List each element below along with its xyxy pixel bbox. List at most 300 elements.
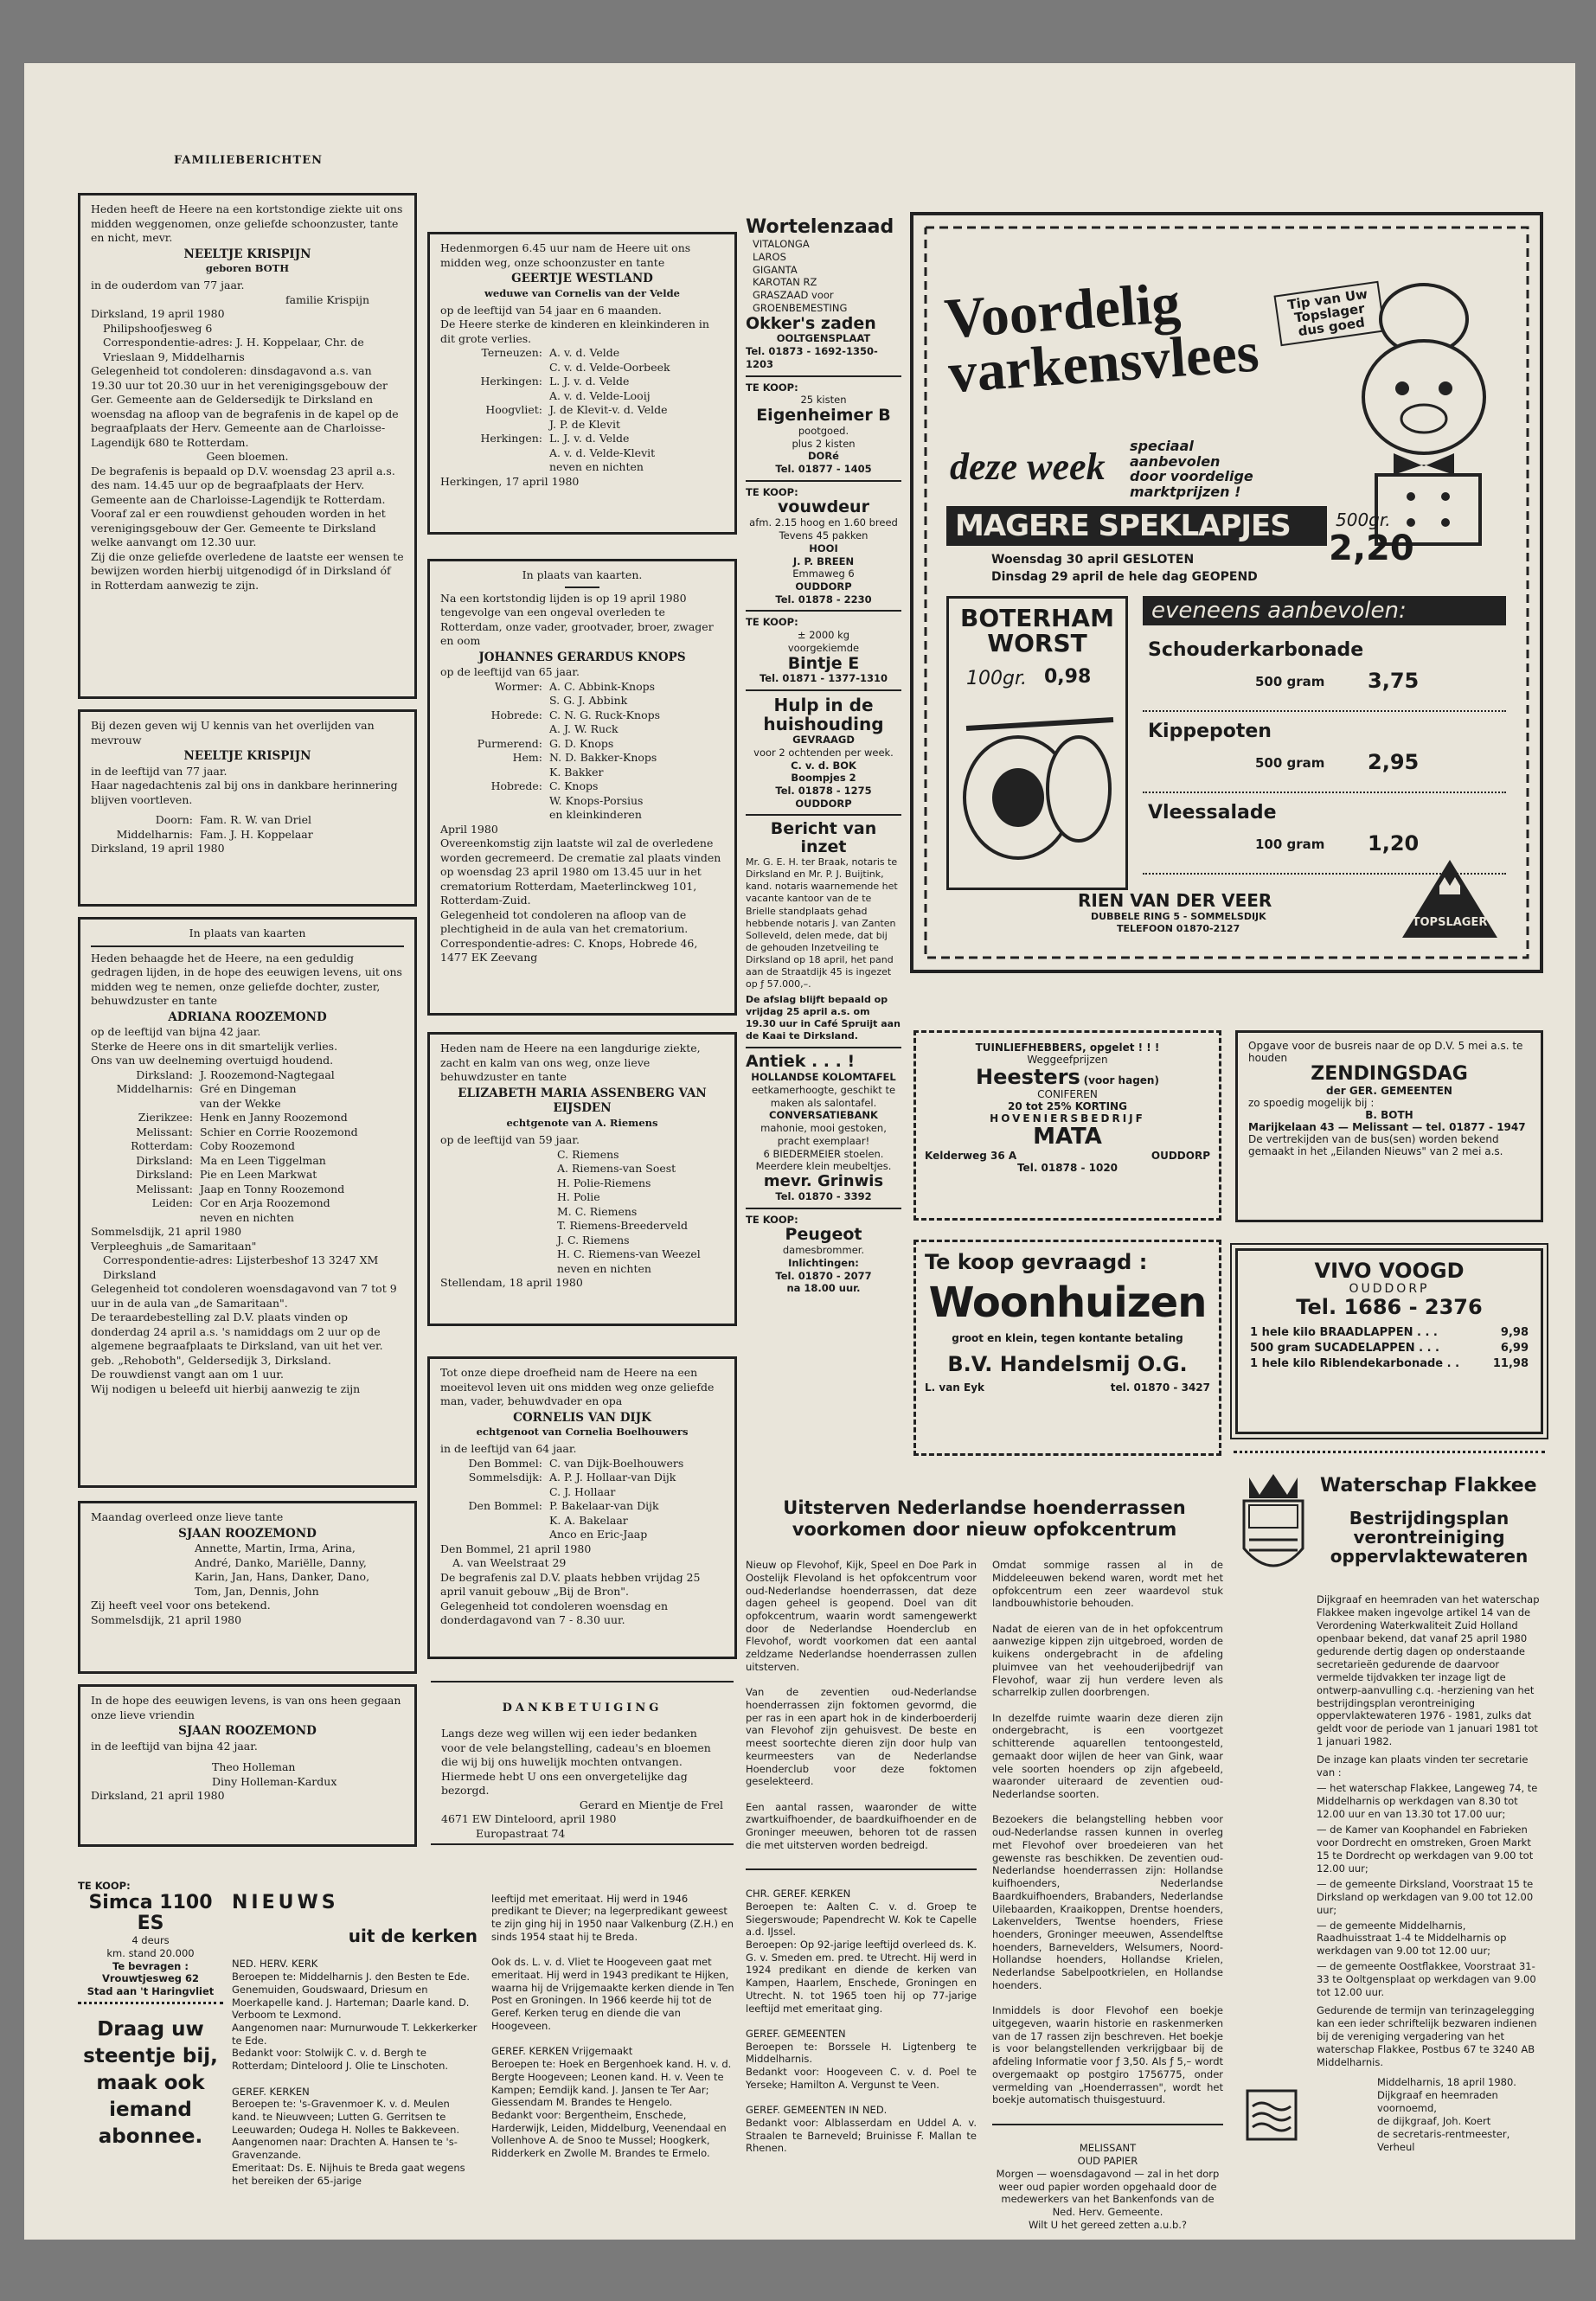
relative-row: Purmerend: G. D. Knops [477,736,614,750]
notice-text: De teraardebestelling zal D.V. plaats vinden op donderdag 24 april a.s. 's namiddags om 2 uur op de algemene begraafplaats te Dirksland, van uit het ver. geb. „Rehoboth", Geldersedijk 3, Dirksland. [91,1311,383,1367]
offer-name: Kippepoten [1148,721,1272,742]
ad-varkensvlees [910,212,1543,973]
notice-text: Maandag overleed onze lieve tante [91,1510,284,1523]
notice-text: Zij die onze geliefde overledene de laatste eer wensen te bewijzen worden hierbij uitgenodigd óf in Dirksland óf in Rotterdam aanwezig te zijn. [91,549,404,592]
deceased-age: in de ouderdom van 77 jaar. [91,279,245,292]
ad-line: HOLLANDSE KOLOMTAFEL [751,1071,896,1084]
ad-tel: Tel. 01871 - 1377-1310 [759,672,888,685]
relatives-list [440,1457,724,1542]
inspection-item: — de Kamer van Koophandel en Fabrieken voor Dordrecht en omstreken, Groen Markt 15 te Dordrecht op werkdagen van 9.00 tot 12.00 uur; [1317,1823,1534,1875]
ad-title: Wortelenzaad [746,216,894,238]
ad-line: HOVENIERSBEDRIJF [990,1112,1145,1125]
butcher-tel: TELEFOON 01870-2127 [1117,923,1240,934]
dankbetuiging-title: DANKBETUIGING [502,1702,663,1715]
correspondence-address: Correspondentie-adres: J. H. Koppelaar, Chr. de Vrieslaan 9, Middelharnis [103,336,364,363]
deceased-name: ELIZABETH MARIA ASSENBERG VAN EIJSDEN [458,1086,707,1116]
notice-month: April 1980 [440,822,498,836]
notice-place: Dirksland, 19 april 1980 [91,842,225,856]
article-column-2: Omdat sommige rassen al in de Middeleeuwen bekend waren, wordt met het opfokcentrum een zeer waardevol stuk landbouwhistorie behouden. Nadat de eieren van de in het opfokcentrum aanwezige kippen zijn uitgebroed, worden de kuikens ondergebracht in de afdeling pluimvee van het veehouderijbedrijf van Flevohof, waar zij hun verdere leven als scharrelkip zullen doorbrengen. In dezelfde ruimte waarin deze dieren zijn ondergebracht, is een voortgezet schitterende aquarellen tentoongesteld, gemaakt door wijlen de heer van Gink, waar vele soorten hoenders op zijn afgebeeld, waaronder uiteraard de zeventien oud-Nederlandse soorten. Bezoekers die belangstelling hebben voor oud-Nederlandse rassen kunnen in overleg met Flevohof over broedeieren van het gewenste ras beschikken. De zeventien oud-Nederlandse hoenderrassen zijn: Hollandse kuifhoenders, Nederlandse Baardkuifhoenders, Brabanders, Nederlandse Uilebaarden, Kraaikoppen, Drentse hoenders, Lakenvelders, Twentse hoenders, Friese hoenders, Groninger meeuwen, Assendelftse hoenders, Barnevelders, Welsumers, Noord-Hollandse hoenders, Hollandse Krielen, Nederlandse Sabelpootkrielen, en Hollandse hoenders. Inmiddels is door Flevohof een boekje uitgegeven, waarin historie en raskenmerken van de 17 rassen zijn beschreven. Het boekje is voor belangstellenden verkrijgbaar bij de afdeling Informatie voor ƒ 3,50. Als ƒ 5,– wordt overgemaakt op postgiro 1756775, onder vermelding van „Hoenderrassen", wordt het boekje automatisch thuisgestuurd. MELISSANT OUD PAPIER Morgen — woensdagavond — zal in het dorp weer oud papier worden opgehaald door de medewerkers van het Bankenfonds van de Ned. Herv. Gemeente. Wilt U het gereed zetten a.u.b.? [992,1559,1223,2231]
notice-text: Langs deze weg willen wij een ieder bedanken voor de vele belangstelling, cadeau's en bloemen die wij bij ons huwelijk mochten ontvangen. [441,1727,711,1769]
ad-woonhuizen [913,1240,1221,1456]
ad-tuinliefhebbers [913,1030,1221,1221]
relative-name: M. C. Riemens [557,1204,638,1218]
ad-name: MATA [1033,1124,1102,1150]
sausage-icon [958,711,1117,875]
notice-subtitle: Bestrijdingsplan verontreiniging oppervlaktewateren [1330,1508,1529,1567]
ad-line: ± 2000 kg [797,629,850,642]
offer-item: 500 gram SUCADELAPPEN . . . 6,99 [1250,1341,1529,1355]
inspection-item: — de gemeente Middelharnis, Raadhuisstraat 1-4 te Middelharnis op werkdagen van 9.00 tot 12.00 uur; [1317,1919,1507,1958]
offer-item [1143,631,1506,712]
church-news-column-2: leeftijd met emeritaat. Hij werd in 1946 predikant te Diever; na legerpredikant geweest te zijn ging hij in 1950 naar Valkenburg (Z.H.) en sinds 1954 staat hij te Breda. Ook ds. L. v. d. Vliet te Hoogeveen gaat met emeritaat. Hij werd in 1943 predikant te Hijken, waarna hij de Vrijgemaakte kerken diende in Ten Post en Groningen. In 1966 keerde hij tot de Geref. Kerken terug en diende die van Hoogeveen. GEREF. KERKEN Vrijgemaakt Beroepen te: Hoek en Bergenhoek kand. H. v. d. Bergte Hoogeveen; Leonen kand. H. v. Veen te Kampen; Eemdijk kand. J. Jansen te Ter Aar; Giessendam M. Brandes te Hengelo. Bedankt voor: Bergentheim, Enschede, Harderwijk, Leiden, Middelburg, Veenendaal en Vollenhove A. de Snoo te Mussel; Hoogkerk, Ridderkerk en Zwolle M. Brandes te Ermelo. [491,1892,734,2160]
notice-text: Bij dezen geven wij U kennis van het overlijden van mevrouw [91,719,375,747]
ad-line: pootgoed. [798,424,849,437]
ad-line: CONVERSATIEBANK [769,1109,878,1122]
ad-line: C. v. d. BOK [791,759,856,772]
church-news-subtitle: uit de kerken [348,1925,478,1946]
ad-address-row: Kelderweg 36 A OUDDORP [925,1149,1210,1162]
ad-line: TUINLIEFHEBBERS, opgelet ! ! ! [975,1042,1160,1054]
inspection-item: — de gemeente Oostflakkee, Voorstraat 31-33 te Ooltgensplaat op werkdagen van 9.00 tot 12.00 uur. [1317,1960,1536,1999]
relative-row: Melissant: Jaap en Tonny Roozemond [136,1182,345,1195]
ad-line: 25 kisten [800,394,847,407]
ad-line: eetkamerhoogte, geschikt te maken als salontafel. [751,1084,896,1109]
relative-name: J. C. Riemens [557,1233,630,1247]
relative-row: Dirksland: Ma en Leen Tiggelman [136,1153,326,1167]
relative-row: Den Bommel: C. van Dijk-Boelhouwers [468,1456,684,1470]
subscription-slogan: Draag uw steentje bij, maak ook iemand abonnee. [83,2017,218,2148]
offer-list [1250,1326,1529,1370]
relative-row: Dirksland: J. Roozemond-Nagtegaal [136,1067,335,1081]
product-name: WORST [987,629,1087,658]
seed-item: GIGANTA [753,263,798,276]
deceased-name: GEERTJE WESTLAND [511,272,653,285]
boterham-worst-box [946,596,1128,890]
ad-simca [78,1880,223,2174]
eveneens-banner: eveneens aanbevolen: [1143,596,1506,625]
relative-row: Den Bommel: P. Bakelaar-van Dijk [468,1499,659,1513]
ad-subheadline: deze week [950,445,1106,488]
relative-name: H. Polie-Riemens [557,1176,651,1189]
ad-line: Inlichtingen: [788,1256,859,1269]
relative-row: Wormer: A. C. Abbink-Knops [495,679,656,693]
article-hoenderrassen [746,1497,1223,2231]
ad-title: vouwdeur [778,497,869,517]
ad-text: De vertrekijden van de bus(sen) worden bekend gemaakt in het „Eilanden Nieuws" van 2 mei a.s. [1248,1133,1503,1158]
relative-row: A. v. d. Velde-Looij [549,388,651,402]
relative-row: Zierikzee: Henk en Janny Roozemond [138,1111,348,1125]
notice-sjaan-roozemond-2 [78,1684,417,1847]
ad-label: TE KOOP: [78,1880,131,1892]
melissant-oud-papier: MELISSANT OUD PAPIER Morgen — woensdagavond — zal in het dorp weer oud papier worden opgehaald door de medewerkers van het Bankenfonds van de Ned. Herv. Gemeente. Wilt U het gereed zetten a.u.b.? [996,2142,1220,2231]
relative-row: A. J. W. Ruck [549,722,619,736]
ad-line: damesbrommer. [782,1244,865,1257]
relative-row: en kleinkinderen [549,808,642,822]
ad-title: Hulp in de huishouding [763,695,884,735]
deceased-sub: weduwe van Cornelis van der Velde [484,286,680,299]
offer-item [1143,712,1506,793]
relative-row: Sommelsdijk: A. P. J. Hollaar-van Dijk [468,1471,676,1484]
ad-line: Stad aan 't Haringvliet [87,1984,215,1997]
product-unit: 100gr. [966,668,1027,689]
ad-line: GEVRAAGD [792,734,855,747]
seed-item: GROENBEMESTING [753,301,848,314]
article-body [746,1546,1223,2244]
relative-row: Dirksland: Pie en Leen Markwat [136,1168,317,1182]
notice-sjaan-roozemond-1 [78,1501,417,1674]
shop-name: Okker's zaden [746,313,876,333]
seed-item: GRASZAAD voor [753,289,834,302]
closing-note: Woensdag 30 april GESLOTEN [991,553,1195,567]
newspaper-page [24,63,1575,2240]
deceased-sub: echtgenote van A. Riemens [506,1117,658,1130]
small-ads-column [746,217,901,1428]
pig-chef-icon [1294,267,1519,544]
speklapjes-price: 2,20 [1329,529,1414,568]
notice-top: In plaats van kaarten [189,926,306,939]
article-title: Uitsterven Nederlandse hoenderrassen voorkomen door nieuw opfokcentrum [783,1497,1186,1541]
ad-line: Boompjes 2 [791,772,856,785]
ad-aanbevolen: speciaal aanbevolen door voordelige marktprijzen ! [1130,438,1253,500]
deceased-name: SJAAN ROOZEMOND [178,1526,317,1541]
section-heading-familieberichten: FAMILIEBERICHTEN [173,154,324,167]
notice-place: 4671 EW Dinteloord, april 1980 [441,1812,617,1826]
relative-row: Hoogvliet: J. de Klevit-v. d. Velde [485,403,668,417]
relative-row: Melissant: Schier en Corrie Roozemond [136,1125,358,1138]
ad-line: DORé [808,450,839,463]
deceased-age: op de leeftijd van 59 jaar. [440,1133,580,1147]
ad-title: VIVO VOOGD [1314,1259,1465,1283]
ad-vouwdeur [746,486,901,606]
notice-title: Waterschap Flakkee [1320,1475,1537,1497]
ad-title: Bericht van inzet [770,819,877,857]
ad-firm: B.V. Handelsmij O.G. [947,1352,1188,1377]
notice-text: Hedenmorgen 6.45 uur nam de Heere uit ons midden weg, onze schoonzuster en tante [440,241,691,269]
notice-place: Herkingen, 17 april 1980 [440,474,580,488]
deceased-age: op de leeftijd van bijna 42 jaar. [91,1025,261,1039]
ad-title: Antiek . . . ! [746,1052,856,1072]
deceased-age: op de leeftijd van 54 jaar en 6 maanden. [440,303,662,317]
offer-item: 1 hele kilo BRAADLAPPEN . . . 9,98 [1250,1325,1529,1339]
ad-line: OUDDORP [795,797,852,810]
relatives-list [440,1148,724,1277]
relative-row: W. Knops-Porsius [549,793,644,807]
ad-line: Tel. 01870 - 2077 [775,1269,872,1282]
coat-of-arms-icon [1237,1471,1310,1583]
ad-line: Tel. 01878 - 1275 [775,785,872,798]
signature: Dijkgraaf en heemraden voornoemd, [1377,2088,1498,2114]
church-news-continued: CHR. GEREF. KERKEN Beroepen te: Aalten C. v. d. Groep te Siegerswoude; Papendrecht W. Kok te Capelle a.d. IJssel. Beroepen: Op 92-jarige leeftijd overleed ds. K. G. v. Smeden em. pred. te Utrecht. Hij werd in 1924 predikant en diende de kerken van Kampen, Haarlem, Enschede, Groningen en Utrecht. N. tot 1965 toen hij op 77-jarige leeftijd met emeritaat ging. GEREF. GEMEENTEN Beroepen te: Borssele H. Ligtenberg te Middelharnis. Bedankt voor: Hoogeveen C. v. d. Poel te Yerseke; Hamilton A. Vergunst te Veen. GEREF. GEMEENTEN IN NED. Bedankt voor: Alblasserdam en Uddel A. v. Straalen te Barneveld; Bruinisse F. Mallan te Rhenen. [746,1888,977,2155]
seed-item: LAROS [753,250,786,263]
ad-title: Heesters [976,1065,1080,1089]
correspondence-address: Correspondentie-adres: C. Knops, Hobrede 46, 1477 EK Zeevang [440,936,698,965]
notice-text: Hiermede hebt U ons een onvergetelijke dag bezorgd. [441,1769,688,1798]
offer-list [1143,631,1506,875]
notice-text: Gelegenheid tot condoleren: dinsdagavond a.s. van 19.30 uur tot 20.30 uur in het verenigingsgebouw der Ger. Gemeente aan de Geldersedijk te Dirksland en woensdag na afloop van de begrafenis in de kapel op de begraafplaats der Herv. Gemeente aan de Charloisse-Lagendijk 680 te Rotterdam. [91,364,399,449]
relatives-list [91,1068,404,1226]
notice-text: Dijkgraaf en heemraden van het waterschap Flakkee maken ingevolge artikel 14 van de Verordening Waterkwaliteit Zuid Holland openbaar bekend, dat vanaf 25 april 1980 gedurende dertig dagen op onderstaande secretarieën gedurende de daarvoor vermelde tijdvakken ter inzage ligt de ontwerp-aanvulling c.q. -herziening van het bestrijdingsplan verontreiniging oppervlaktewateren 1976 - 1981, zulks dat geldt voor de periode van 1 januari 1981 tot 1 januari 1982. [1317,1593,1540,1748]
signature: familie Krispijn [285,292,369,306]
ad-tel: Tel. 01878 - 2230 [775,593,872,606]
tip-sign: Tip van Uw Topslager dus goed [1273,281,1385,347]
relative-name: H. Polie [557,1190,600,1204]
ad-vivo-voogd [1235,1248,1543,1434]
notice-johannes-knops [427,559,737,1016]
notice-place: Dirksland, 21 april 1980 [91,1789,225,1803]
ad-line: zo spoedig mogelijk bij : [1248,1097,1375,1110]
ad-line: Vrouwtjesweg 62 [101,1972,200,1985]
ad-line: OUDDORP [795,580,852,593]
butcher-address: DUBBELE RING 5 - SOMMELSDIJK [1091,911,1266,922]
relative-row: neven en nichten [549,460,644,474]
notice-text: Tot onze diepe droefheid nam de Heere na een moeitevol leven uit ons midden weg onze geliefde man, vader, behuwdvader en opa [440,1366,715,1407]
signature: Diny Holleman-Kardux [212,1774,337,1788]
ad-line: Meerdere klein meubeltjes. [755,1160,892,1173]
relative-row: Middelharnis: Gré en Dingeman [116,1082,297,1096]
relative-row: Middelharnis: Fam. J. H. Koppelaar [116,827,313,841]
ad-line: OUDDORP [1349,1282,1430,1297]
relative-row: C. J. Hollaar [549,1484,616,1498]
relative-row: K. A. Bakelaar [549,1513,628,1527]
notice-geertje-westland [427,232,737,535]
ad-line: 4 deurs [131,1934,170,1947]
offer-price: 2,95 [1368,750,1420,774]
ad-line: na 18.00 uur. [786,1282,861,1295]
notice-place: Den Bommel, 21 april 1980 [440,1541,592,1555]
relative-row: Leiden: Cor en Arja Roozemond [151,1196,330,1210]
deceased-age: in de leeftijd van 64 jaar. [440,1442,577,1456]
ad-line: 6 BIEDERMEIER stoelen. [763,1147,884,1160]
relative-row: Anco en Eric-Jaap [549,1528,648,1541]
correspondence-address: Correspondentie-adres: Lijsterbeshof 13 3247 XM Dirksland [103,1253,379,1281]
ad-headline: Voordelig varkensvlees [942,271,1261,406]
ad-line: plus 2 kisten [792,437,856,450]
signature: de secretaris-rentmeester, Verheul [1377,2127,1510,2153]
ad-line: voor 2 ochtenden per week. [753,746,894,759]
ad-zendingsdag [1235,1030,1543,1222]
shop-place: OOLTGENSPLAAT [776,332,871,345]
offer-item: 1 hele kilo Riblendekarbonade . . 11,98 [1250,1356,1529,1370]
offer-unit: 500 gram [1255,674,1325,689]
deceased-name: NEELTJE KRISPIJN [183,749,311,763]
ad-line: B. BOTH [1365,1109,1413,1122]
relative-row: K. Bakker [549,765,604,779]
ad-text: Opgave voor de busreis naar de op D.V. 5 mei a.s. te houden [1248,1040,1523,1064]
offer-name: Vleessalade [1148,802,1277,824]
ad-title: ZENDINGSDAG [1311,1063,1468,1085]
ad-line: Te bevragen : [112,1959,189,1972]
notice-place: Middelharnis, 18 april 1980. [1377,2075,1516,2088]
ad-text: Mr. G. E. H. ter Braak, notaris te Dirksland en Mr. P. J. Buijtink, kand. notaris waarnemende het vacante kantoor van de te Brielle standplaats gehad hebbende notaris J. van Zanten Solleveld, delen mede, dat bij de gehouden Inzetveiling te Dirksland op 18 april, het pand aan de Straatdijk 45 is ingezet op ƒ 57.000,–. [746,856,898,990]
relative-row: van der Wekke [200,1096,281,1110]
notice-place: Sommelsdijk, 21 april 1980 [91,1612,242,1626]
ad-hulp-huishouding [746,695,901,810]
ad-text: De afslag blijft bepaald op vrijdag 25 april a.s. om 19.30 uur in Café Spruijt aan de Kaai te Dirksland. [746,994,901,1042]
speklapjes-banner: MAGERE SPEKLAPJES [946,506,1327,546]
butcher-name: RIEN VAN DER VEER [1078,890,1272,911]
ad-bintje [746,616,901,685]
waves-icon [1246,2089,1298,2141]
relative-name: H. C. Riemens-van Weezel [557,1247,701,1261]
ad-label: TE KOOP: [746,381,798,394]
ad-line: groot en klein, tegen kontante betaling [952,1332,1183,1345]
notice-text: Gelegenheid tot condoleren woensdagavond van 7 tot 9 uur in de aula van „de Samaritaan". [91,1282,397,1310]
relative-row: Hobrede: C. N. G. Ruck-Knops [490,708,661,721]
article-column-1: Nieuw op Flevohof, Kijk, Speel en Doe Park in Oostelijk Flevoland is het opfokcentrum voor oud-Nederlandse hoenderrassen, dat deze dagen geheel is geopend. Doel van dit opfokcentrum, waarin wordt samengewerkt door de Nederlandse Hoenderclub en Flevohof, wordt voorkomen dat een aantal zeldzame Nederlandse hoenderrassen zullen uitsterven. Van de zeventien oud-Nederlandse hoenderrassen zijn foktomen gevormd, die per ras in een apart hok in de kinderboerderij van Flevohof zijn gehuisvest. De beste en meest soortechte dieren zijn door hulp van keurmeesters van de Nederlandse Hoenderclub voor deze foktomen geselekteerd. Een aantal rassen, waaronder de witte zwartkuifhoender, de baardkuifhoender en de Groninger meeuwen, behoren tot de rassen die met uitsterven worden bedreigd. CHR. GEREF. KERKEN Beroepen te: Aalten C. v. d. Groep te Siegerswoude; Papendrecht W. Kok te Capelle a.d. IJssel. Beroepen: Op 92-jarige leeftijd overleed ds. K. G. v. Smeden em. pred. te Utrecht. Hij werd in 1924 predikant en diende de kerken van Kampen, Haarlem, Enschede, Groningen en Utrecht. N. tot 1965 toen hij op 77-jarige leeftijd met emeritaat ging. GEREF. GEMEENTEN Beroepen te: Borssele H. Ligtenberg te Middelharnis. Bedankt voor: Hoogeveen C. v. d. Poel te Yerseke; Hamilton A. Vergunst te Veen. GEREF. GEMEENTEN IN NED. Bedankt voor: Alblasserdam en Uddel A. v. Straalen te Barneveld; Bruinisse F. Mallan te Rhenen. [746,1559,977,2155]
shop-tel: Tel. 01873 - 1692-1350-1203 [746,345,878,370]
relative-row: Hobrede: C. Knops [490,779,599,793]
inspection-list [1317,1782,1542,1999]
deceased-sub: echtgenoot van Cornelia Boelhouwers [476,1426,689,1439]
relatives-list [440,680,724,823]
notice-text: De begrafenis is bepaald op D.V. woensdag 23 april a.s. des nam. 14.45 uur op de begraafplaats der Herv. Gemeente aan de Charloisse-Lagendijk te Rotterdam. Vooraf zal er een rouwdienst gehouden worden in het verenigingsgebouw der Ger. Gemeente te Dirksland welke aanvangt om 12.30 uur. [91,464,395,549]
ad-line: 20 tot 25% KORTING [1008,1100,1127,1113]
relative-name: T. Riemens-Breederveld [557,1219,688,1233]
deceased-name: JOHANNES GERARDUS KNOPS [478,650,686,664]
notice-text: Zij heeft veel voor ons betekend. [91,1599,271,1612]
notice-place: Stellendam, 18 april 1980 [440,1276,583,1290]
relative-row: Terneuzen: A. v. d. Velde [481,346,620,360]
ad-title: Bintje E [787,653,860,673]
signature: Theo Holleman [212,1760,296,1774]
notice-address: Europastraat 74 [476,1826,566,1840]
ad-title: Simca 1100 ES [88,1891,213,1934]
relative-name: C. Riemens [557,1147,619,1161]
notice-text: Haar nagedachtenis zal bij ons in dankbare herinnering blijven voortleven. [91,779,398,806]
offer-price: 1,20 [1368,831,1420,856]
notice-text: Gedurende de termijn van terinzagelegging kan een ieder schriftelijk bezwaren indienen bij de vereniging vergadering van het waterschap Flakkee, Postbus 67 te 3240 AB Middelharnis. [1317,2004,1537,2068]
notice-place-2: Verpleeghuis „de Samaritaan" [91,1239,257,1253]
deceased-age: in de leeftijd van 77 jaar. [91,764,228,778]
relative-row: Doorn: Fam. R. W. van Driel [155,813,311,827]
notice-text: Heden heeft de Heere na een kortstondige ziekte uit ons midden weggenomen, onze geliefde schoonzuster, tante en nicht, mevr. [91,202,403,244]
ad-title: Te koop gevraagd : [925,1250,1148,1274]
ad-contact-row: L. van Eyk tel. 01870 - 3427 [925,1381,1210,1394]
topslager-crown-icon [1398,856,1502,942]
notice-neeltje-krispijn-1 [78,193,417,699]
opening-note: Dinsdag 29 april de hele dag GEOPEND [991,570,1258,584]
ad-wortelenzaad [746,217,901,371]
notice-text: Gelegenheid tot condoleren na afloop van de plechtigheid in de aula van het crematorium. [440,907,689,936]
ad-line: Marijkelaan 43 — Melissant — tel. 01877 - 1947 [1248,1121,1526,1134]
relative-row: Herkingen: L. J. v. d. Velde [480,432,630,445]
ad-peugeot [746,1214,901,1295]
relative-row: Herkingen: L. J. v. d. Velde [480,375,630,388]
notice-text: Geen bloemen. [206,450,289,464]
notice-body [1317,1593,1542,2153]
notice-text: Overeenkomstig zijn laatste wil zal de overledene worden gecremeerd. De crematie zal plaats vinden op woensdag 23 april 1980 om 13.45 uur in het crematorium Rotterdam, Maeterlinckweg 101, Rotterdam-Zuid. [440,836,721,907]
relative-name: A. Riemens-van Soest [557,1162,676,1176]
topslager-badge: TOPSLAGER [1412,916,1488,929]
ad-headline: Woonhuizen [928,1279,1207,1328]
ad-line: J. P. BREEN [792,554,855,567]
deceased-name: NEELTJE KRISPIJN [183,247,311,261]
ad-title: Eigenheimer B [756,405,891,425]
notice-adriana-roozemond [78,917,417,1488]
ad-line: Weggeefprijzen [1027,1054,1108,1066]
product-price: 0,98 [1044,666,1092,688]
notice-address: A. van Weelstraat 29 [452,1556,567,1570]
ad-line: (voor hagen) [1083,1074,1159,1086]
notice-place: Sommelsdijk, 21 april 1980 [91,1225,242,1239]
deceased-name: CORNELIS VAN DIJK [513,1410,651,1425]
ad-line: mahonie, mooi gestoken, pracht exemplaar! [760,1122,887,1147]
ad-label: TE KOOP: [746,1213,798,1226]
notice-elizabeth-assenberg [427,1032,737,1326]
relative-row: A. v. d. Velde-Klevit [549,445,656,459]
notice-neeltje-krispijn-2 [78,709,417,907]
notice-top: In plaats van kaarten. [522,568,643,581]
ad-label: TE KOOP: [746,616,798,629]
seed-item: KAROTAN RZ [753,276,817,289]
relative-row: Hem: N. D. Bakker-Knops [512,751,657,765]
ad-line: voorgekiemde [787,641,860,654]
seed-item: VITALONGA [753,238,810,251]
notice-text: De rouwdienst vangt aan om 1 uur. [91,1368,284,1381]
notice-address: Philipshoofjesweg 6 [103,321,213,335]
deceased-name: ADRIANA ROOZEMOND [168,1009,327,1024]
notice-text: De begrafenis zal D.V. plaats hebben vrijdag 25 april vanuit gebouw „Bij de Bron". [440,1570,701,1599]
offer-unit: 500 gram [1255,755,1325,771]
signature: Gerard en Mientje de Frel [579,1798,723,1811]
ad-line: Emmaweg 6 [792,567,855,580]
offer-name: Schouderkarbonade [1148,639,1364,661]
ad-label: TE KOOP: [746,485,798,498]
church-news-title: NIEUWS [232,1891,339,1913]
notice-text: Gelegenheid tot condoleren woensdag en donderdagavond van 7 - 8.30 uur. [440,1599,669,1627]
notice-text: De inzage kan plaats vinden ter secretarie van : [1317,1753,1529,1779]
notice-waterschap-flakkee [1234,1451,1545,2195]
notice-text: Ons van uw deelneming overtuigd houdend. [91,1054,334,1067]
ad-tel: Tel. 01877 - 1405 [775,463,872,476]
family-names: Annette, Martin, Irma, Arina, André, Danko, Mariëlle, Danny, Karin, Jan, Hans, Danker, Dano, Tom, Jan, Dennis, John [195,1541,370,1598]
speklapjes-unit: 500gr. [1336,510,1391,530]
notice-dankbetuiging [431,1681,734,1845]
notice-text: De Heere sterke de kinderen en kleinkinderen in dit grote verlies. [440,317,709,345]
deceased-age: op de leeftijd van 65 jaar. [440,665,580,679]
deceased-age: in de leeftijd van bijna 42 jaar. [91,1739,258,1753]
notice-text: Na een kortstondig lijden is op 19 april 1980 tengevolge van een ongeval overleden te Rotterdam, onze vader, grootvader, broer, zwager en oom [440,591,714,647]
relatives-list [440,346,724,475]
ad-tel: Tel. 01870 - 3392 [775,1189,872,1202]
ad-bericht-van-inzet [746,820,901,1042]
notice-text: Wij nodigen u beleefd uit hierbij aanwezig te zijn [91,1381,361,1395]
ad-title: Peugeot [785,1225,862,1245]
ad-line: km. stand 20.000 [106,1946,195,1959]
notice-place: Dirksland, 19 april 1980 [91,307,225,321]
deceased-sub: geboren BOTH [205,262,290,275]
notice-text: Sterke de Heere ons in dit smartelijk verlies. [91,1039,338,1053]
ad-line: CONIFEREN [1037,1088,1098,1101]
relative-row: C. v. d. Velde-Oorbeek [549,360,670,374]
offer-unit: 100 gram [1255,836,1325,852]
church-news [232,1880,737,2187]
relative-name: neven en nichten [557,1261,651,1275]
ad-line: der GER. GEMEENTEN [1326,1085,1452,1098]
seed-list [746,238,901,314]
relative-row: Rotterdam: Coby Roozemond [131,1139,296,1153]
ad-name: mevr. Grinwis [763,1172,884,1191]
ad-eigenheimer [746,381,901,476]
ad-antiek [746,1053,901,1202]
notice-cornelis-van-dijk [427,1356,737,1659]
signature: de dijkgraaf, Joh. Koert [1377,2114,1491,2127]
church-news-column-1: NIEUWS uit de kerken NED. HERV. KERK Beroepen te: Middelharnis J. den Besten te Ede. Genemuiden, Goudswaard, Driesum en Moerkapelle kand. J. Harteman; Daarle kand. D. Verboom te Lexmond. Aangenomen naar: Murnurwoude T. Lekkerkerker te Ede. Bedankt voor: Stolwijk C. v. d. Bergh te Rotterdam; Dinteloord J. Olie te Linschoten. GEREF. KERKEN Beroepen te: 's-Gravenmoer K. v. d. Meulen kand. te Nieuwveen; Lutten G. Gerritsen te Leeuwarden; Oudega H. Nolles te Bakkeveen. Aangenomen naar: Drachten A. Hansen te 's-Gravenzande. Emeritaat: Ds. E. Nijhuis te Breda gaat wegens het bereiken der 65-jarige [232,1891,478,2187]
ad-line: HOOI [809,542,838,554]
notice-text: In de hope des eeuwigen levens, is van ons heen gegaan onze lieve vriendin [91,1694,401,1721]
deceased-name: SJAAN ROOZEMOND [178,1724,317,1738]
ad-line: afm. 2.15 hoog en 1.60 breed [749,516,898,529]
